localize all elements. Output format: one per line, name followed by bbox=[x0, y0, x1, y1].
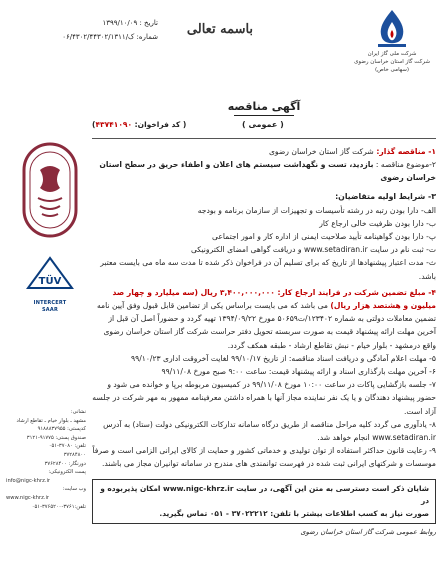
email-label: پست الکترونیکی: bbox=[48, 469, 86, 476]
org-name-3: (سهامی خاص) bbox=[374, 67, 410, 73]
call-code-value: ۴۳۷۴۱۰۹۰ bbox=[95, 120, 133, 129]
call-code bbox=[92, 120, 186, 129]
phone-label: تلفن: bbox=[74, 443, 86, 450]
letter-meta bbox=[8, 16, 158, 44]
tuv-line-1: INTERCERT bbox=[33, 300, 67, 306]
pobox-label: صندوق پستی: bbox=[55, 434, 86, 441]
info-box-url[interactable]: www.nigc-khrz.ir bbox=[163, 483, 234, 493]
notice-info-box bbox=[92, 479, 436, 525]
call-code-suffix: ) bbox=[92, 120, 96, 129]
address-value: مشهد ـ بلوار خیام ـ تقاطع ارشاد bbox=[16, 417, 86, 424]
letter-number: شماره: ک/۰۶/۴۳۰۲/۴۴۳۰۲/۱۳۱۱ bbox=[62, 33, 158, 41]
item-4 bbox=[92, 286, 436, 352]
phone-value-2: ۳۷۲۸۴۸۰۰ bbox=[63, 451, 86, 458]
condition-e: ث- مدت اعتبار پیشنهادها از تاریخ که برای تسلیم آن در فراخوان ذکر شده تا مدت سه ماه می بایست معتبر باشد. bbox=[100, 258, 436, 281]
bottom-phone: تلفن:۳۷۶۱-۳۷۶۵۲۰۰-۰۵۱ bbox=[31, 503, 86, 510]
fax-label: دورنگار: bbox=[68, 460, 86, 467]
letter-date: تاریخ : ۱۳۹۹/۱۰/۰۹ bbox=[102, 19, 158, 27]
item-8: ۸- یادآوری می گردد کلیه مراحل مناقصه از طریق درگاه سامانه تدارکات الکترونیکی دولت (ستاد) به آدرس www.setadiran.ir انجام خواهد شد. bbox=[103, 419, 436, 443]
item-2-value: بازدید، تست و نگهداشت سیستم های اعلان و اطفاء حریق در سطح استان خراسان رضوی bbox=[99, 160, 436, 183]
condition-d: ت- ثبت نام در سایت www.setadiran.ir و دریافت گواهی امضای الکترونیکی bbox=[190, 245, 436, 255]
org-name-2: شرکت گاز استان خراسان رضوی bbox=[354, 59, 430, 65]
phone-value: ۳۷۰۸۰-۰۵۱ bbox=[48, 443, 73, 450]
section-3-heading: ۳- شرایط اولیه متقاضیان: bbox=[335, 191, 436, 201]
calligraphy-seal-icon bbox=[20, 140, 80, 244]
contact-info bbox=[6, 408, 86, 511]
info-box-text-1b: امکان پذیربوده و در bbox=[100, 483, 429, 506]
info-box-line-2: صورت نیاز به کسب اطلاعات بیشتر با تلفن: ۳۷۰۲۲۲۱۲ - ۰۵۱ تماس بگیرید. bbox=[159, 508, 429, 518]
basmala: باسمه تعالی bbox=[186, 22, 254, 37]
condition-c: پ- دارا بودن گواهینامه تأیید صلاحیت ایمنی از اداره کار و امور اجتماعی bbox=[212, 232, 436, 242]
tuv-logo-icon bbox=[24, 256, 76, 296]
item-5: ۵- مهلت اعلام آمادگی و دریافت اسناد مناقصه: از تاریخ ۹۹/۱۰/۱۷ لغایت آخروقت اداری ۹۹/۱۰/۲۳ bbox=[131, 353, 436, 363]
call-code-label: ( کد فراخوان: bbox=[132, 120, 187, 129]
pobox-value: ۹۱۷۷۵-۳۱۲۱ bbox=[26, 434, 54, 441]
item-4-text: می باشد که می بایست براساس یکی از تضامین قابل قبول وفق آیین نامه تضمین معاملات دولتی به شماره ۱۲۳۴۰۲/ت۵۰۶۵۹ مورخ ۱۳۹۴/۰۹/۲۲ تهیه گردد و حضوراً اصل آن قبل از آخرین مهلت ارائه پیشنهاد قیمت به صورت سربسته تحویل دفتر حراست شرکت گاز استان خراسان رضوی واقع درمشهد - بلوار خیام - نبش تقاطع ارشاد - طبقه همکف گردد. bbox=[96, 301, 436, 350]
email-link[interactable]: info@nigc-khrz.ir bbox=[6, 477, 51, 484]
condition-b: ب- دارا بودن ظرفیت خالی ارجاع کار bbox=[319, 218, 436, 228]
item-7: ۷- جلسه بازگشایی پاکات در ساعت ۱۰:۰۰ مورخ ۹۹/۱۱/۰۸ در کمیسیون مربوطه برپا و خوانده می شود و حضور پیشنهاد دهندگان و یا یک نفر نماینده مجاز آنها با همراه داشتن معرفینامه ممهور به مهر شرکت در جلسه آزاد است. bbox=[92, 380, 436, 416]
item-9: ۹- رعایت قانون حداکثر استفاده از توان تولیدی و خدماتی کشور و حمایت از کالای ایرانی الزامی است و صرفاً موسسات و شرکتهای ایرانی ثبت شده در فهرست توانمندی های مندرج در سامانه توانیران مجاز می باشند. bbox=[92, 446, 436, 469]
divider bbox=[92, 138, 436, 139]
item-6: ۶- آخرین مهلت بارگذاری اسناد و ارائه پیشنهاد قیمت: ساعت ۹:۰۰ صبح مورخ ۹۹/۱۱/۰۸ bbox=[161, 367, 436, 377]
org-name-1: شرکت ملی گاز ایران bbox=[367, 51, 417, 57]
notice-footer: روابط عمومی شرکت گاز استان خراسان رضوی bbox=[300, 528, 436, 537]
title-underline bbox=[234, 115, 294, 116]
info-box-line-1 bbox=[99, 483, 429, 508]
tuv-line-2: SAAR bbox=[42, 307, 58, 313]
company-logo bbox=[352, 8, 432, 74]
svg-text:TÜV: TÜV bbox=[38, 276, 62, 287]
fax-value: ۳۷۶۲۸۴۰۰ bbox=[44, 460, 67, 467]
info-box-text-1: شایان ذکر است دسترسی به متن این آگهی، در سایت bbox=[236, 483, 429, 493]
address-label: نشانی: bbox=[70, 409, 86, 415]
site-label: وب سایت: bbox=[62, 486, 86, 493]
item-1-label: ۱- مناقصه گذار: bbox=[373, 147, 436, 156]
postal-label: کدپستی: bbox=[67, 426, 86, 433]
flame-logo-icon bbox=[372, 8, 412, 50]
item-4-amount: ۳,۴۰۰,۰۰۰,۰۰۰ ریال (سه میلیارد و چهار صد میلیون و هشتصد هزار ریال) bbox=[112, 287, 436, 311]
notice-body bbox=[92, 100, 436, 536]
website-link[interactable]: www.nigc-khrz.ir bbox=[6, 494, 50, 501]
item-2 bbox=[92, 158, 436, 184]
subtitle-row bbox=[92, 120, 436, 134]
tuv-certification bbox=[24, 256, 76, 314]
item-4-label: ۴- مبلغ تضمین شرکت در فرایند ارجاع کار: bbox=[274, 287, 436, 297]
item-1-value: شرکت گاز استان خراسان رضوی bbox=[268, 147, 374, 156]
notice-title: آگهی مناقصه bbox=[227, 100, 301, 113]
notice-subtitle: ( عمومی ) bbox=[242, 120, 284, 129]
item-2-label: ۲-موضوع مناقصه : bbox=[373, 160, 436, 170]
item-1 bbox=[92, 145, 436, 158]
condition-a: الف- دارا بودن رتبه در رشته تأسیسات و تجهیزات از سازمان برنامه و بودجه bbox=[197, 205, 436, 215]
postal-value: ۹۱۸۸۸۳۷۹۵۵ bbox=[37, 426, 66, 433]
